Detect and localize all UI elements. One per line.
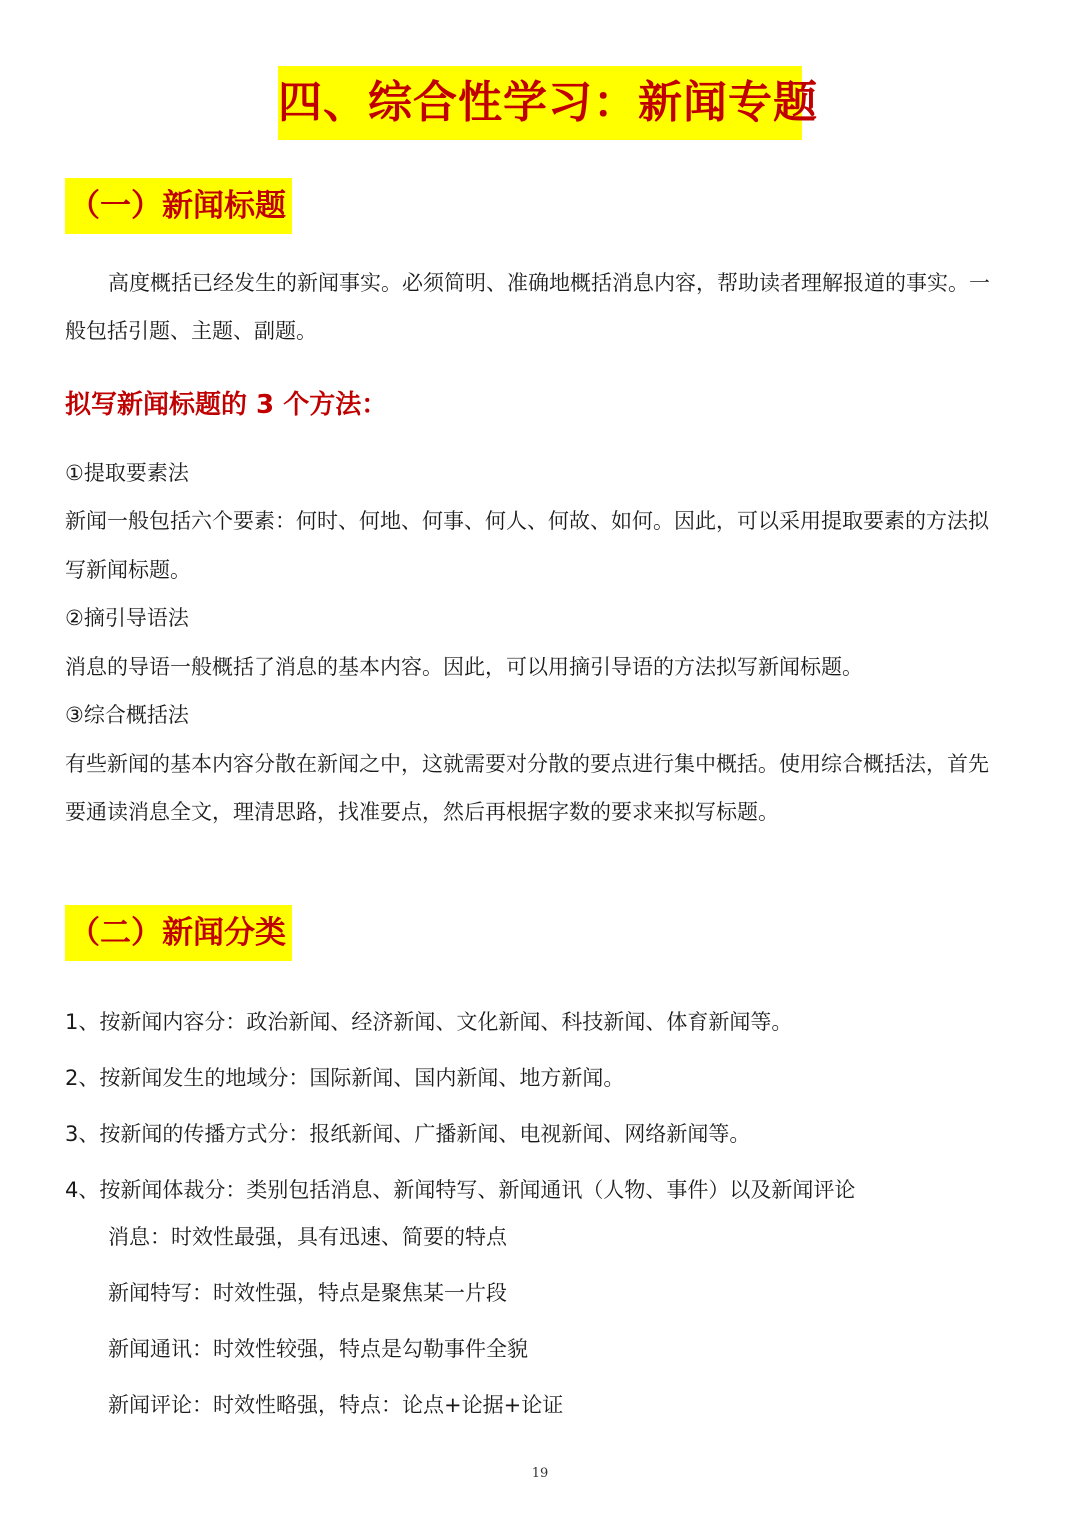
page-title: 四、综合性学习：新闻专题 [278,66,802,140]
methods-heading: 拟写新闻标题的 3 个方法： [65,390,388,420]
category-item-4: 4、按新闻体裁分：类别包括消息、新闻特写、新闻通讯（人物、事件）以及新闻评论 [65,1178,856,1202]
method-3-title: ③综合概括法 [65,703,189,727]
method-1-line-1: 新闻一般包括六个要素：何时、何地、何事、何人、何故、如何。因此，可以采用提取要素的方法拟 [65,509,989,533]
category-item-3: 3、按新闻的传播方式分：报纸新闻、广播新闻、电视新闻、网络新闻等。 [65,1122,751,1146]
intro-paragraph-line-1: 高度概括已经发生的新闻事实。必须简明、准确地概括消息内容，帮助读者理解报道的事实。一 [108,271,990,295]
category-item-1: 1、按新闻内容分：政治新闻、经济新闻、文化新闻、科技新闻、体育新闻等。 [65,1010,793,1034]
genre-sub-item-3: 新闻通讯：时效性较强，特点是勾勒事件全貌 [108,1337,528,1361]
category-item-2: 2、按新闻发生的地域分：国际新闻、国内新闻、地方新闻。 [65,1066,625,1090]
method-1-title: ①提取要素法 [65,461,189,485]
method-1-line-2: 写新闻标题。 [65,558,191,582]
genre-sub-item-2: 新闻特写：时效性强，特点是聚焦某一片段 [108,1281,507,1305]
section-heading-news-title: （一）新闻标题 [65,178,292,234]
genre-sub-item-4: 新闻评论：时效性略强，特点：论点+论据+论证 [108,1393,564,1417]
method-2-line-1: 消息的导语一般概括了消息的基本内容。因此，可以用摘引导语的方法拟写新闻标题。 [65,655,863,679]
genre-sub-item-1: 消息：时效性最强，具有迅速、简要的特点 [108,1225,507,1249]
section-heading-news-categories: （二）新闻分类 [65,905,292,961]
page-number: 19 [531,1466,549,1481]
intro-paragraph-line-2: 般包括引题、主题、副题。 [65,319,317,343]
method-3-line-2: 要通读消息全文，理清思路，找准要点，然后再根据字数的要求来拟写标题。 [65,800,779,824]
method-3-line-1: 有些新闻的基本内容分散在新闻之中，这就需要对分散的要点进行集中概括。使用综合概括法，首先 [65,752,989,776]
method-2-title: ②摘引导语法 [65,606,189,630]
